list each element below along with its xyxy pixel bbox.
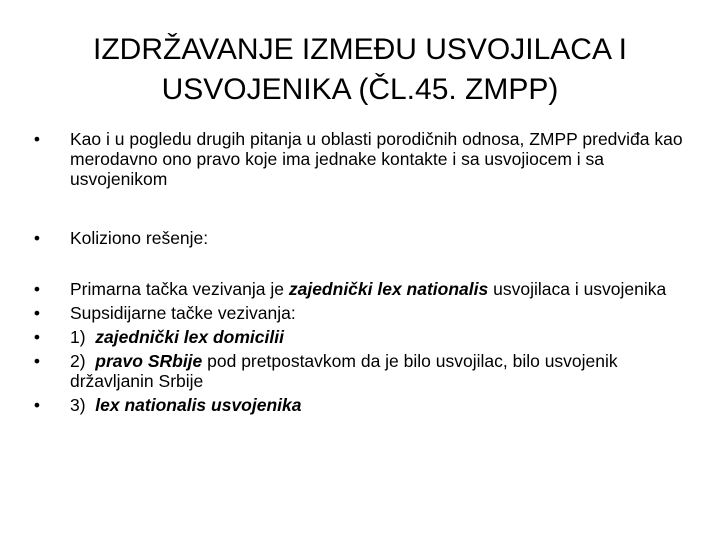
option-3-emphasis: lex nationalis usvojenika xyxy=(95,395,302,415)
bullet-conflict xyxy=(30,228,690,248)
primary-after: usvojilaca i usvojenika xyxy=(488,279,667,299)
bullet-dot: • xyxy=(33,129,41,149)
bullet-dot: • xyxy=(33,327,41,347)
bullet-dot: • xyxy=(33,351,41,371)
primary-before: Primarna tačka vezivanja je xyxy=(70,279,289,299)
option-1-emphasis: zajednički lex domicilii xyxy=(95,327,284,347)
conflict-list xyxy=(30,228,690,248)
bullet-dot: • xyxy=(33,279,41,299)
subsidiary-text: Supsidijarne tačke vezivanja: xyxy=(70,303,296,323)
bullet-option-3 xyxy=(30,395,690,415)
option-2-emphasis: pravo SRbije xyxy=(95,351,203,371)
bullet-option-1 xyxy=(30,327,690,347)
conflict-text: Koliziono rešenje: xyxy=(70,228,209,248)
slide-title xyxy=(20,30,700,110)
option-3-number: 3) xyxy=(70,395,86,415)
bullet-option-2 xyxy=(30,351,690,391)
primary-emphasis: zajednički lex nationalis xyxy=(288,279,489,299)
bullet-primary xyxy=(30,279,690,299)
bullet-dot: • xyxy=(33,395,41,415)
intro-text: Kao i u pogledu drugih pitanja u oblasti porodičnih odnosa, ZMPP predviđa kao merodavno ono pravo koje ima jednake kontakte i sa usvojiocem i sa usvojenikom xyxy=(70,129,683,189)
bullet-intro xyxy=(30,129,690,189)
points-list xyxy=(30,279,690,419)
intro-list xyxy=(30,129,690,189)
option-2-after: pod pretpostavkom da je bilo usvojilac, bilo usvojenik državljanin Srbije xyxy=(70,351,618,391)
option-1-number: 1) xyxy=(70,327,86,347)
bullet-dot: • xyxy=(33,228,41,248)
option-2-number: 2) xyxy=(70,351,86,371)
bullet-subsidiary xyxy=(30,303,690,323)
bullet-dot: • xyxy=(33,303,41,323)
slide-title-line-2: USVOJENIKA (ČL.45. ZMPP) xyxy=(161,73,559,106)
slide-title-line-1: IZDRŽAVANJE IZMEĐU USVOJILACA I xyxy=(93,33,627,66)
